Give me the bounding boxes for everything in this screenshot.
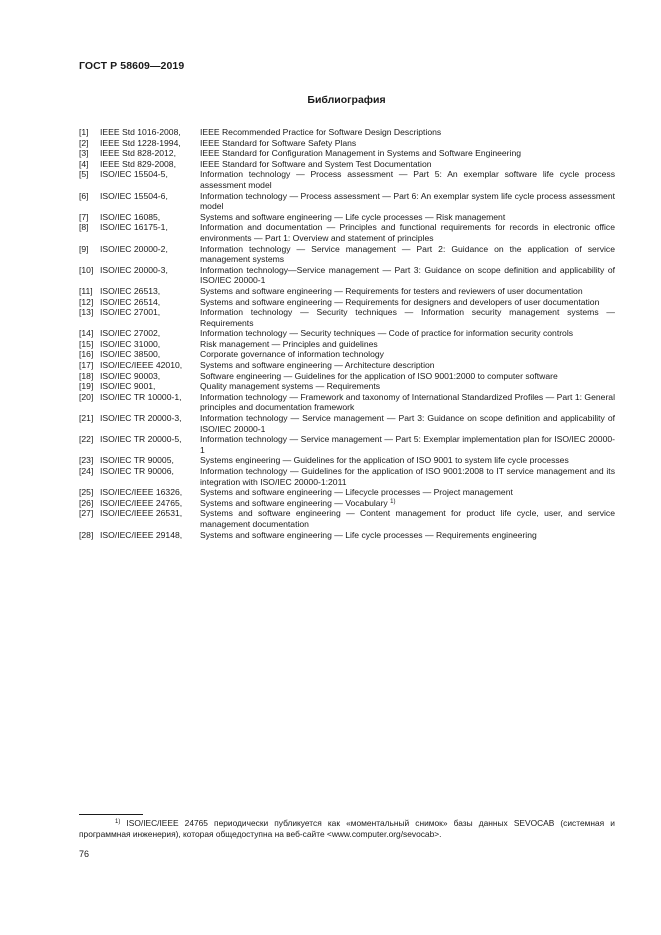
entry-description xyxy=(200,127,615,138)
entry-description xyxy=(200,148,615,159)
bibliography-entry xyxy=(79,191,615,212)
entry-description xyxy=(200,381,615,392)
bibliography-entry xyxy=(79,244,615,265)
entry-description xyxy=(200,328,615,339)
entry-number: [27] xyxy=(79,508,94,519)
bibliography-entry xyxy=(79,371,615,382)
entry-reference: ISO/IEC TR 10000-1, xyxy=(100,391,182,402)
entry-number: [20] xyxy=(79,391,94,402)
entry-number: [16] xyxy=(79,349,94,360)
entry-description xyxy=(200,349,615,360)
entry-description-text: Information technology — Service management — Part 3: Guidance on scope definition and applicability of ISO/IEC 20000-1 xyxy=(200,413,615,434)
entry-description xyxy=(200,360,615,371)
entry-description xyxy=(200,244,615,265)
entry-number: [1] xyxy=(79,127,89,137)
entry-number: [18] xyxy=(79,370,94,381)
footnote-marker: 1) xyxy=(115,819,121,825)
entry-reference: ISO/IEC 16085, xyxy=(100,211,161,222)
entry-reference: ISO/IEC/IEEE 29148, xyxy=(100,529,183,540)
entry-reference: ISO/IEC 15504-6, xyxy=(100,190,168,201)
entry-description-text: Information technology — Security techniques — Code of practice for information security controls xyxy=(200,328,574,339)
section-title-text: Библиография xyxy=(307,94,386,106)
entry-description xyxy=(200,434,615,455)
entry-reference: ISO/IEC TR 20000-3, xyxy=(100,413,182,424)
bibliography-entry xyxy=(79,381,615,392)
entry-number: [9] xyxy=(79,243,89,254)
section-title xyxy=(0,94,661,106)
entry-description-text: Systems and software engineering — Life cycle processes — Risk management xyxy=(200,211,506,222)
entry-number: [19] xyxy=(79,381,94,392)
footnote-text: ISO/IEC/IEEE 24765 периодически публикуется как «моментальный снимок» базы данных SEVOCAB (системная и программная инженерия), которая общедоступна на веб-сайте <www.computer.org/sevocab>. xyxy=(79,818,615,839)
entry-number: [17] xyxy=(79,360,94,371)
entry-description-text: IEEE Standard for Software and System Test Documentation xyxy=(200,158,432,169)
entry-reference: ISO/IEC 26513, xyxy=(100,285,161,296)
entry-reference: ISO/IEC 20000-3, xyxy=(100,264,168,275)
entry-description xyxy=(200,466,615,487)
entry-number: [21] xyxy=(79,413,94,424)
entry-description-text: Information technology — Service management — Part 2: Guidance on the application of service management systems xyxy=(200,243,615,265)
entry-number: [24] xyxy=(79,466,94,476)
page-number: 76 xyxy=(79,849,90,859)
entry-description-text: IEEE Standard for Software Safety Plans xyxy=(200,137,357,148)
bibliography-list xyxy=(79,127,615,540)
entry-number: [26] xyxy=(79,497,94,508)
entry-description xyxy=(200,508,615,529)
bibliography-entry xyxy=(79,349,615,360)
bibliography-entry xyxy=(79,148,615,159)
entry-description-text: Information technology — Security techniques — Information security management systems — Requirements xyxy=(200,307,615,328)
bibliography-entry xyxy=(79,169,615,190)
bibliography-entry xyxy=(79,360,615,371)
bibliography-entry xyxy=(79,328,615,339)
entry-reference: ISO/IEC/IEEE 24765, xyxy=(100,497,183,508)
entry-reference: ISO/IEC 20000-2, xyxy=(100,243,168,254)
entry-number: [13] xyxy=(79,307,94,318)
entry-description xyxy=(200,286,615,297)
entry-number: [12] xyxy=(79,296,94,307)
entry-description xyxy=(200,455,615,466)
entry-number: [22] xyxy=(79,434,94,445)
entry-description-text: Information technology — Guidelines for the application of ISO 9001:2008 to IT service management and its integration with ISO/IEC 20000-1:2011 xyxy=(200,466,615,487)
entry-reference: ISO/IEC 15504-5, xyxy=(100,169,168,180)
entry-number: [7] xyxy=(79,211,89,222)
bibliography-entry xyxy=(79,466,615,487)
entry-reference: ISO/IEC/IEEE 42010, xyxy=(100,360,183,371)
entry-reference: IEEE Std 1228-1994, xyxy=(100,137,181,148)
entry-number: [25] xyxy=(79,487,94,498)
entry-description xyxy=(200,212,615,223)
entry-number: [14] xyxy=(79,328,94,339)
entry-reference: ISO/IEC 16175-1, xyxy=(100,222,168,233)
entry-number: [28] xyxy=(79,529,94,540)
entry-description xyxy=(200,371,615,382)
entry-description-text: Information technology — Process assessment — Part 6: An exemplar system life cycle process assessment model xyxy=(200,190,615,212)
entry-description xyxy=(200,138,615,149)
entry-description xyxy=(200,191,615,212)
entry-description xyxy=(200,159,615,170)
bibliography-entry xyxy=(79,487,615,498)
entry-description xyxy=(200,265,615,286)
entry-description xyxy=(200,392,615,413)
entry-description-text: Systems and software engineering — Vocabulary xyxy=(200,497,388,508)
bibliography-entry xyxy=(79,222,615,243)
entry-number: [2] xyxy=(79,137,89,148)
entry-description xyxy=(200,413,615,434)
entry-description xyxy=(200,297,615,308)
bibliography-entry xyxy=(79,212,615,223)
footnote-divider xyxy=(79,814,143,815)
bibliography-entry xyxy=(79,138,615,149)
entry-description xyxy=(200,339,615,350)
entry-reference: ISO/IEC 38500, xyxy=(100,349,161,360)
entry-number: [5] xyxy=(79,169,89,180)
entry-description-text: Software engineering — Guidelines for the application of ISO 9001:2000 to computer software xyxy=(200,370,558,381)
bibliography-entry xyxy=(79,307,615,328)
entry-description-text: Information technology — Framework and taxonomy of International Standardized Profiles — Part 1: General principles and documentation framework xyxy=(200,391,615,413)
entry-description-text: Information technology—Service management — Part 3: Guidance on scope definition and applicability of ISO/IEC 20000-1 xyxy=(200,264,615,286)
entry-reference: IEEE Std 829-2008, xyxy=(100,158,176,169)
entry-reference: ISO/IEC TR 20000-5, xyxy=(100,434,182,445)
entry-description-text: Systems and software engineering — Content management for product life cycle, user, and service management documentation xyxy=(200,508,615,529)
entry-reference: ISO/IEC 27002, xyxy=(100,328,161,339)
bibliography-entry xyxy=(79,297,615,308)
entry-reference: ISO/IEC/IEEE 16326, xyxy=(100,487,183,498)
entry-number: [10] xyxy=(79,264,94,275)
standard-header: ГОСТ Р 58609—2019 xyxy=(79,60,185,72)
entry-description xyxy=(200,530,615,541)
entry-description-text: Systems and software engineering — Lifecycle processes — Project management xyxy=(200,487,513,498)
footnote-reference-marker: 1) xyxy=(390,498,396,505)
bibliography-entry xyxy=(79,159,615,170)
entry-number: [15] xyxy=(79,338,94,349)
entry-description-text: Systems engineering — Guidelines for the application of ISO 9001 to system life cycle processes xyxy=(200,455,569,466)
bibliography-entry xyxy=(79,127,615,138)
bibliography-entry xyxy=(79,286,615,297)
bibliography-entry xyxy=(79,508,615,529)
entry-description xyxy=(200,307,615,328)
entry-number: [3] xyxy=(79,148,89,159)
bibliography-entry xyxy=(79,339,615,350)
entry-description-text: IEEE Standard for Configuration Management in Systems and Software Engineering xyxy=(200,148,522,159)
entry-description-text: Systems and software engineering — Life cycle processes — Requirements engineering xyxy=(200,529,537,540)
entry-number: [4] xyxy=(79,158,89,169)
entry-description-text: Risk management — Principles and guidelines xyxy=(200,338,378,349)
entry-description-text: Systems and software engineering — Requirements for designers and developers of user documentation xyxy=(200,296,600,307)
entry-reference: IEEE Std 1016-2008, xyxy=(100,127,181,137)
entry-reference: ISO/IEC TR 90005, xyxy=(100,455,174,466)
entry-description-text: Systems and software engineering — Architecture description xyxy=(200,360,435,371)
entry-description-text: Corporate governance of information technology xyxy=(200,349,384,360)
entry-reference: ISO/IEC 9001, xyxy=(100,381,156,392)
bibliography-entry xyxy=(79,530,615,541)
entry-description xyxy=(200,487,615,498)
entry-reference: ISO/IEC 90003, xyxy=(100,370,161,381)
entry-number: [6] xyxy=(79,190,89,201)
entry-reference: ISO/IEC/IEEE 26531, xyxy=(100,508,183,519)
bibliography-entry xyxy=(79,413,615,434)
entry-reference: IEEE Std 828-2012, xyxy=(100,148,176,159)
bibliography-entry xyxy=(79,265,615,286)
entry-reference: ISO/IEC TR 90006, xyxy=(100,466,174,476)
entry-description-text: Information technology — Process assessment — Part 5: An exemplar software life cycle process assessment model xyxy=(200,169,615,190)
entry-reference: ISO/IEC 26514, xyxy=(100,296,161,307)
entry-description-text: Information and documentation — Principles and functional requirements for records in electronic office environments — Part 1: Overview and statement of principles xyxy=(200,222,615,243)
entry-description xyxy=(200,222,615,243)
entry-description xyxy=(200,169,615,190)
entry-description-text: Systems and software engineering — Requirements for testers and reviewers of user documentation xyxy=(200,285,583,296)
entry-number: [23] xyxy=(79,455,94,466)
entry-description xyxy=(200,498,615,509)
bibliography-entry xyxy=(79,498,615,509)
bibliography-entry xyxy=(79,392,615,413)
entry-reference: ISO/IEC 27001, xyxy=(100,307,161,318)
footnote xyxy=(79,818,615,840)
entry-description-text: IEEE Recommended Practice for Software Design Descriptions xyxy=(200,127,442,137)
bibliography-entry xyxy=(79,434,615,455)
entry-description-text: Quality management systems — Requirements xyxy=(200,381,381,392)
entry-description-text: Information technology — Service management — Part 5: Exemplar implementation plan for ISO/IEC 20000-1 xyxy=(200,434,615,455)
entry-number: [11] xyxy=(79,285,93,296)
bibliography-entry xyxy=(79,455,615,466)
entry-reference: ISO/IEC 31000, xyxy=(100,338,161,349)
entry-number: [8] xyxy=(79,222,89,233)
